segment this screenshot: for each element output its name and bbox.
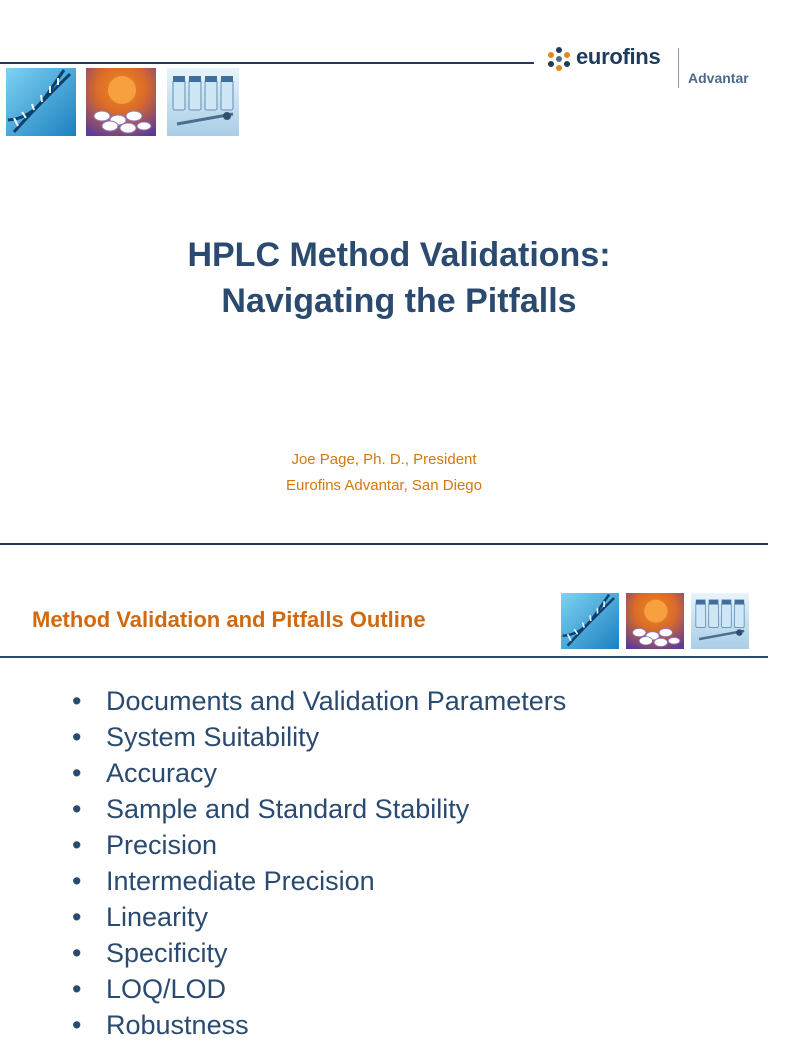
- author-affiliation: Eurofins Advantar, San Diego: [286, 477, 482, 494]
- author-name: Joe Page, Ph. D., President: [291, 451, 477, 468]
- pills-image: [86, 68, 156, 136]
- list-item-text: LOQ/LOD: [106, 974, 227, 1004]
- list-item: [72, 827, 566, 863]
- list-item-text: Intermediate Precision: [106, 866, 375, 896]
- vials-image-icon: [167, 68, 239, 136]
- title-line-1: HPLC Method Validations:: [187, 236, 611, 274]
- list-item: [72, 971, 566, 1007]
- dna-image-small: [561, 593, 619, 649]
- list-item-text: Specificity: [106, 938, 228, 968]
- vials-image: [167, 68, 237, 136]
- outline-title-rule: [0, 656, 768, 658]
- bullet: •: [72, 1010, 82, 1040]
- dna-image: [6, 68, 76, 136]
- pills-image-icon: [626, 593, 684, 649]
- bullet: •: [72, 758, 82, 788]
- list-item: [72, 899, 566, 935]
- list-item: [72, 683, 566, 719]
- list-item-text: Linearity: [106, 902, 209, 932]
- list-item: [72, 863, 566, 899]
- list-item-text: Robustness: [106, 1010, 249, 1040]
- logo-divider: [678, 48, 679, 88]
- bullet: •: [72, 866, 82, 896]
- pills-image-small: [626, 593, 684, 649]
- presentation-title: [0, 232, 798, 324]
- list-item-text: Accuracy: [106, 758, 218, 788]
- bullet: •: [72, 974, 82, 1004]
- outline-slide: [0, 545, 768, 1040]
- list-item-text: Documents and Validation Parameters: [106, 686, 567, 716]
- bullet: •: [72, 902, 82, 932]
- bullet: •: [72, 830, 82, 860]
- list-item-text: Precision: [106, 830, 218, 860]
- list-item: [72, 719, 566, 755]
- logo-division-text: Advantar: [688, 70, 749, 86]
- header-rule: [0, 62, 534, 64]
- title-line-2: Navigating the Pitfalls: [221, 282, 577, 320]
- list-item: [72, 791, 566, 827]
- outline-title: Method Validation and Pitfalls Outline: [32, 607, 426, 632]
- eurofins-logo-icon: [546, 46, 572, 72]
- bullet: •: [72, 938, 82, 968]
- list-item: [72, 935, 566, 971]
- vials-image-small: [691, 593, 749, 649]
- eurofins-logo: [546, 42, 756, 92]
- bullet: •: [72, 722, 82, 752]
- bullet: •: [72, 794, 82, 824]
- dna-image-icon: [6, 68, 76, 136]
- logo-brand-text: eurofins: [576, 44, 661, 69]
- outline-list: [72, 683, 566, 1043]
- dna-image-icon: [561, 593, 619, 649]
- vials-image-icon: [691, 593, 749, 649]
- list-item: [72, 1007, 566, 1043]
- bullet: •: [72, 686, 82, 716]
- list-item-text: System Suitability: [106, 722, 320, 752]
- list-item-text: Sample and Standard Stability: [106, 794, 470, 824]
- list-item: [72, 755, 566, 791]
- author-block: [0, 447, 768, 499]
- pills-image-icon: [86, 68, 156, 136]
